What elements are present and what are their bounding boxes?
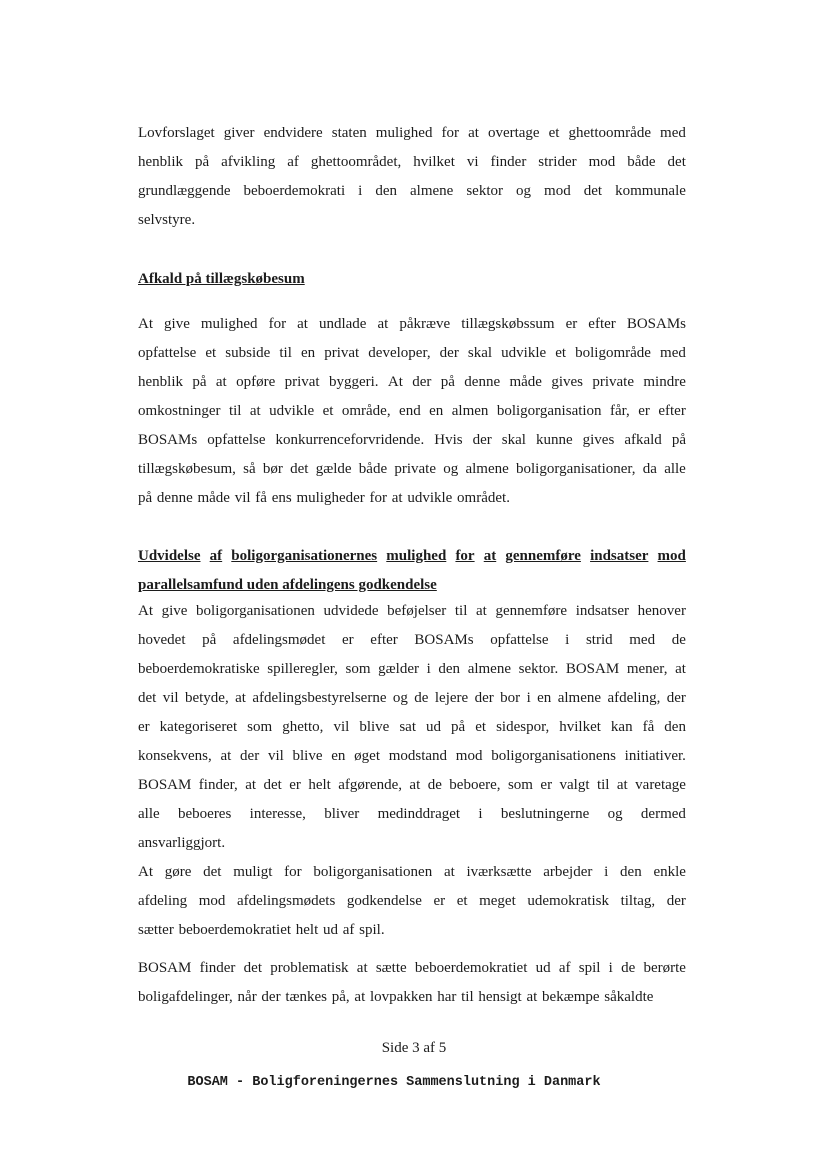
word: medinddraget [377, 806, 461, 822]
text-line [138, 310, 686, 339]
word: boligområde [575, 345, 651, 361]
word: hovedet [138, 632, 186, 648]
word: så [243, 461, 256, 477]
word: at [443, 864, 455, 880]
word: et [456, 893, 468, 909]
text-line [138, 397, 686, 426]
text-line [138, 597, 686, 626]
word: mod [455, 748, 483, 764]
word: iværksætte [466, 864, 532, 880]
word: beboerdemokratiet [414, 960, 528, 976]
word: opfattelse [138, 345, 197, 361]
word: alle [664, 461, 686, 477]
word: give [161, 603, 188, 619]
word: Hvis [434, 432, 463, 448]
word: i [565, 632, 570, 648]
word: det [203, 864, 222, 880]
word: der [439, 345, 459, 361]
word: At [138, 316, 153, 332]
word: bør [262, 461, 283, 477]
word: mener, [626, 661, 668, 677]
word: undlade [318, 316, 367, 332]
word: den [664, 719, 686, 735]
word: BOSAMs [414, 632, 474, 648]
word: beboeres [178, 806, 232, 822]
line-text: ansvarliggjort. [138, 835, 226, 851]
word: at [468, 125, 479, 141]
word: efter [370, 632, 398, 648]
word: i [478, 806, 483, 822]
word: skal [501, 432, 526, 448]
text-line [138, 800, 686, 829]
word: vil [333, 719, 350, 735]
word: afdelingsbestyrelserne [252, 690, 387, 706]
word: almene [465, 461, 509, 477]
word: sektor [466, 183, 504, 199]
word: område, [341, 403, 391, 419]
word: At [387, 374, 403, 390]
word: opfattelse [207, 432, 266, 448]
section-afkald-paragraph [138, 310, 686, 513]
text-line [138, 177, 686, 206]
word: at [297, 316, 308, 332]
word: den [438, 661, 461, 677]
word: det [583, 183, 603, 199]
word: sidespor, [496, 719, 550, 735]
word: afdeling [138, 893, 188, 909]
word: udvikle [501, 345, 547, 361]
word: boligorganisation [496, 403, 602, 419]
word: meget [479, 893, 516, 909]
word: ghetto, [282, 719, 324, 735]
word: det [243, 960, 262, 976]
word: private [394, 461, 436, 477]
word: måde [509, 374, 542, 390]
word: varetage [635, 777, 686, 793]
word: opføre [236, 374, 276, 390]
word: spilleregler, [267, 661, 338, 677]
word: interesse, [249, 806, 306, 822]
text-line [138, 655, 686, 684]
text-line [138, 887, 686, 916]
word: der [412, 374, 432, 390]
word: på [202, 632, 217, 648]
word: afdeling, [607, 690, 661, 706]
word: vi [466, 154, 479, 170]
line-text: parallelsamfund uden afdelingens godkendelse [138, 577, 437, 593]
word: beføjelser [387, 603, 447, 619]
word: beboere, [449, 777, 501, 793]
word: at [356, 960, 368, 976]
word: spil [578, 960, 601, 976]
word: alle [138, 806, 160, 822]
section-udvidelse-paragraph-2 [138, 858, 686, 945]
text-line [138, 455, 686, 484]
word: boligorganisationens [491, 748, 616, 764]
word: gøre [164, 864, 192, 880]
word: giver [223, 125, 255, 141]
word: både [358, 461, 388, 477]
word: denne [464, 374, 501, 390]
word: privat [284, 374, 320, 390]
word: henblik [138, 154, 183, 170]
word: for [284, 864, 302, 880]
word: enkle [653, 864, 686, 880]
line-text: på denne måde vil få ens muligheder for at udvikle området. [138, 490, 510, 506]
text-line [138, 148, 686, 177]
word: er [638, 403, 650, 419]
word: ud [426, 719, 442, 735]
word: vil [162, 690, 179, 706]
word: der [240, 748, 260, 764]
word: med [660, 345, 686, 361]
word: beslutningerne [500, 806, 590, 822]
word: det [290, 461, 309, 477]
word: for [441, 125, 460, 141]
word: mulighed [386, 548, 447, 564]
word: dermed [640, 806, 686, 822]
word: efter [588, 316, 616, 332]
word: på [194, 154, 210, 170]
word: gives [582, 432, 615, 448]
word: på [451, 719, 466, 735]
word: lejere [434, 690, 469, 706]
word: almene [410, 183, 454, 199]
word: boligorganisationer, [516, 461, 636, 477]
word: beboerdemokratiske [138, 661, 260, 677]
word: gennemføre [505, 548, 581, 564]
word: der [666, 690, 686, 706]
word: at [377, 316, 389, 332]
word: mod [588, 154, 616, 170]
word: et [475, 719, 487, 735]
word: blive [292, 748, 323, 764]
word: boligorganisationen [196, 603, 315, 619]
word: afdelingsmødets [236, 893, 336, 909]
word: tiltag, [620, 893, 656, 909]
word: private [592, 374, 635, 390]
word: er [540, 777, 553, 793]
word: gælder [378, 661, 419, 677]
word: til [228, 403, 242, 419]
word: finder, [198, 777, 238, 793]
word: at [220, 748, 232, 764]
word: henblik [138, 374, 183, 390]
word: mulighed [375, 125, 433, 141]
word: da [642, 461, 657, 477]
word: de [427, 777, 442, 793]
text-line [138, 426, 686, 455]
word: både [627, 154, 656, 170]
word: et [548, 125, 560, 141]
word: kan [610, 719, 633, 735]
word: BOSAM [138, 777, 192, 793]
word: mod [657, 548, 686, 564]
word: endvidere [263, 125, 323, 141]
word: developer, [368, 345, 431, 361]
word: gælde [315, 461, 352, 477]
word: BOSAMs [626, 316, 686, 332]
word: det [138, 690, 157, 706]
section-heading-udvidelse [138, 542, 686, 600]
word: afkald [624, 432, 662, 448]
word: at [235, 690, 246, 706]
word: i [358, 183, 363, 199]
word: ud [535, 960, 551, 976]
word: for [455, 548, 475, 564]
word: som [345, 661, 371, 677]
word: få [642, 719, 655, 735]
word: påkræve [399, 316, 451, 332]
word: arbejder [543, 864, 593, 880]
word: på [192, 374, 207, 390]
word: grundlæggende [138, 183, 231, 199]
word: til [454, 603, 468, 619]
text-line [138, 771, 686, 800]
word: modstand [388, 748, 448, 764]
word: ghettoområde [568, 125, 651, 141]
word: almen [451, 403, 489, 419]
word: der [666, 893, 686, 909]
word: blive [359, 719, 390, 735]
word: boligorganisationernes [231, 548, 378, 564]
word: i [526, 690, 531, 706]
word: BOSAM [138, 960, 192, 976]
word: helt [308, 777, 331, 793]
word: mod [198, 893, 226, 909]
word: af [287, 154, 299, 170]
word: er [289, 777, 301, 793]
word: finder [490, 154, 527, 170]
word: initiativer. [624, 748, 686, 764]
word: og [392, 690, 408, 706]
word: tillægskøbssum [461, 316, 555, 332]
word: til [279, 345, 292, 361]
line-text: boligafdelinger, når der tænkes på, at lovpakken har til hensigt at bekæmpe såkaldte [138, 989, 654, 1005]
word: gennemføre [495, 603, 568, 619]
word: muligt [233, 864, 273, 880]
word: berørte [643, 960, 686, 976]
organization-footer: BOSAM - Boligforeningernes Sammenslutning i Danmark [187, 1075, 601, 1090]
text-line [138, 713, 686, 742]
word: sætte [375, 960, 407, 976]
word: udemokratisk [527, 893, 609, 909]
word: konkurrenceforvridende. [275, 432, 425, 448]
word: der [472, 432, 492, 448]
word: de [414, 690, 429, 706]
word: en [300, 345, 316, 361]
word: kommunale [615, 183, 686, 199]
heading-line [138, 571, 686, 600]
text-line [138, 742, 686, 771]
word: udvidede [323, 603, 379, 619]
word: sat [399, 719, 416, 735]
word: de [621, 960, 636, 976]
word: afvikling [221, 154, 276, 170]
word: indsatser [590, 548, 649, 564]
word: konsekvens, [138, 748, 212, 764]
word: betyde, [184, 690, 229, 706]
word: at [249, 403, 261, 419]
word: at [616, 777, 628, 793]
word: subside [225, 345, 271, 361]
word: i [608, 960, 613, 976]
word: opfattelse [490, 632, 549, 648]
word: strider [538, 154, 577, 170]
word: som [507, 777, 533, 793]
text-line [138, 684, 686, 713]
word: BOSAM [565, 661, 620, 677]
word: øget [354, 748, 380, 764]
word: er [138, 719, 150, 735]
section-heading-text: Afkald på tillægskøbesum [138, 271, 305, 287]
word: et [205, 345, 217, 361]
word: af [209, 548, 223, 564]
word: at [483, 548, 497, 564]
word: staten [331, 125, 367, 141]
word: er [565, 316, 578, 332]
text-line [138, 368, 686, 397]
text-line [138, 206, 686, 235]
word: valgt [559, 777, 590, 793]
word: et [555, 345, 567, 361]
word: ghettoområdet, [310, 154, 402, 170]
text-line [138, 339, 686, 368]
word: med [660, 125, 686, 141]
word: overtage [487, 125, 540, 141]
word: end [399, 403, 421, 419]
text-line [138, 484, 686, 513]
word: den [620, 864, 642, 880]
word: afgørende, [338, 777, 402, 793]
word: en [429, 403, 444, 419]
word: og [443, 461, 459, 477]
word: de [671, 632, 686, 648]
word: finder [199, 960, 236, 976]
section-udvidelse-paragraph-1 [138, 597, 686, 858]
text-line [138, 983, 686, 1012]
word: at [245, 777, 257, 793]
word: mulighed [200, 316, 258, 332]
text-line [138, 626, 686, 655]
word: afdelingsmødet [232, 632, 326, 648]
word: et [322, 403, 334, 419]
word: bliver [324, 806, 360, 822]
page-number: Side 3 af 5 [381, 1040, 447, 1056]
word: beboerdemokrati [243, 183, 346, 199]
word: Lovforslaget [138, 125, 215, 141]
text-line [138, 829, 686, 858]
word: hvilket [413, 154, 455, 170]
word: Udvidelse [138, 548, 201, 564]
word: der [474, 690, 494, 706]
word: på [671, 432, 686, 448]
line-text: sætter beboerdemokratiet helt ud af spil. [138, 922, 385, 938]
section-heading-afkald [138, 271, 686, 288]
word: omkostninger [138, 403, 221, 419]
word: på [440, 374, 455, 390]
word: af [558, 960, 571, 976]
word: at [476, 603, 487, 619]
word: efter [658, 403, 686, 419]
word: og [516, 183, 532, 199]
word: almene [467, 661, 511, 677]
word: henover [637, 603, 686, 619]
word: byggeri. [328, 374, 379, 390]
text-line [138, 119, 686, 148]
section-udvidelse-paragraph-3 [138, 954, 686, 1012]
word: almene [557, 690, 602, 706]
word: i [604, 864, 609, 880]
word: for [268, 316, 287, 332]
word: at [409, 777, 421, 793]
word: bor [500, 690, 521, 706]
word: får, [610, 403, 630, 419]
word: indsatser [575, 603, 630, 619]
word: At [138, 864, 153, 880]
word: BOSAMs [138, 432, 198, 448]
word: At [138, 603, 153, 619]
intro-paragraph [138, 119, 686, 235]
word: sektor. [518, 661, 559, 677]
word: gives [551, 374, 583, 390]
word: en [331, 748, 346, 764]
word: skal [467, 345, 493, 361]
word: privat [324, 345, 360, 361]
word: hvilket [559, 719, 601, 735]
word: godkendelse [346, 893, 422, 909]
word: vil [267, 748, 284, 764]
heading-line [138, 542, 686, 571]
word: og [607, 806, 623, 822]
word: med [629, 632, 656, 648]
word: det [667, 154, 686, 170]
word: i [426, 661, 431, 677]
word: det [263, 777, 282, 793]
word: at [675, 661, 686, 677]
word: give [164, 316, 190, 332]
text-line [138, 916, 686, 945]
word: den [375, 183, 397, 199]
word: boligorganisationen [313, 864, 433, 880]
word: er [342, 632, 354, 648]
word: til [596, 777, 610, 793]
word: mod [544, 183, 571, 199]
word: som [247, 719, 273, 735]
word: en [537, 690, 552, 706]
text-line [138, 954, 686, 983]
word: at [215, 374, 227, 390]
word: er [433, 893, 446, 909]
word: kategoriseret [159, 719, 238, 735]
word: mindre [643, 374, 686, 390]
word: tillægskøbesum, [138, 461, 236, 477]
word: problematisk [270, 960, 349, 976]
line-text: selvstyre. [138, 212, 196, 228]
word: udvikle [269, 403, 315, 419]
text-line [138, 858, 686, 887]
word: kunne [535, 432, 573, 448]
word: strid [585, 632, 613, 648]
